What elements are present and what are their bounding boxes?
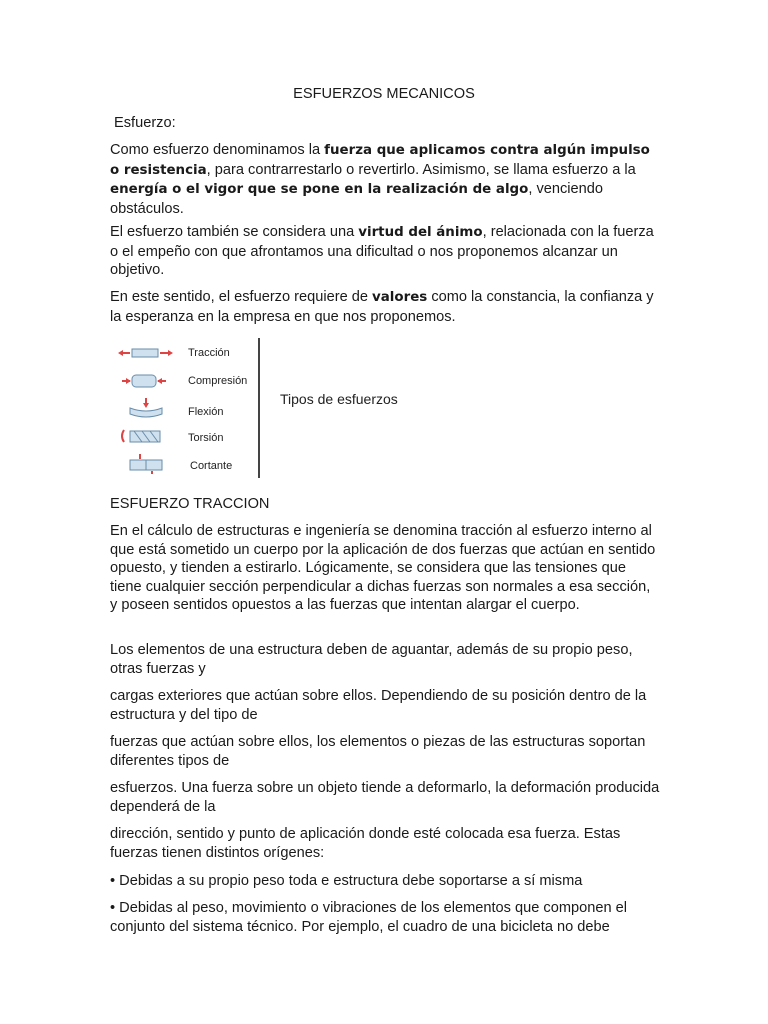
intro-paragraph-1 xyxy=(110,141,660,218)
text-run: En este sentido, el esfuerzo requiere de xyxy=(110,289,373,305)
bold-text: virtud del ánimo xyxy=(358,225,483,240)
figure-label-traccion: Tracción xyxy=(188,347,230,359)
traccion-paragraph-4: fuerzas que actúan sobre ellos, los elementos o piezas de las estructuras soportan diferentes tipos de xyxy=(110,734,646,769)
figure-label-torsion: Torsión xyxy=(188,432,224,444)
shear-diagram-icon xyxy=(116,454,176,474)
stress-types-figure xyxy=(110,336,410,484)
bullet-item-2: • Debidas al peso, movimiento o vibraciones de los elementos que componen el conjunto del sistema técnico. Por ejemplo, el cuadro de una bicicleta no debe xyxy=(110,900,627,935)
text-run: , relacionada con la fuerza o el empeño con que afrontamos una dificultad o nos proponemos alcanzar un objetivo. xyxy=(110,224,654,279)
flexion-diagram-icon xyxy=(116,398,176,418)
intro-paragraph-3 xyxy=(110,288,660,326)
figure-label-cortante: Cortante xyxy=(190,460,233,472)
text-run: como la constancia, la confianza y la esperanza en la empresa en que nos proponemos. xyxy=(110,289,654,325)
bullet-item-1: • Debidas a su propio peso toda e estructura debe soportarse a sí misma xyxy=(110,873,583,889)
traccion-paragraph-6: dirección, sentido y punto de aplicación donde esté colocada esa fuerza. Estas fuerzas tienen distintos orígenes: xyxy=(110,826,621,861)
subtitle: Esfuerzo: xyxy=(114,115,176,131)
text-run: El esfuerzo también se considera una xyxy=(110,224,359,240)
figure-label-compresion: Compresión xyxy=(188,375,248,387)
bold-text: energía o el vigor que se pone en la realización de algo xyxy=(110,182,529,198)
traccion-paragraph-5: esfuerzos. Una fuerza sobre un objeto tiende a deformarlo, la deformación producida dependerá de la xyxy=(110,780,660,815)
figure-title: Tipos de esfuerzos xyxy=(280,391,398,407)
traccion-paragraph-3: cargas exteriores que actúan sobre ellos. Dependiendo de su posición dentro de la estructura y del tipo de xyxy=(110,688,647,723)
traction-diagram-icon xyxy=(116,343,176,363)
figure-label-flexion: Flexión xyxy=(188,406,224,418)
traccion-paragraph-2: Los elementos de una estructura deben de aguantar, además de su propio peso, otras fuerzas y xyxy=(110,642,633,677)
bold-text: fuerza que aplicamos contra algún impulso o resistencia xyxy=(110,143,650,178)
torsion-diagram-icon xyxy=(116,426,176,446)
figure-divider xyxy=(258,338,260,478)
text-run: , para contrarrestarlo o revertirlo. Asimismo, se llama esfuerzo a la xyxy=(206,161,636,178)
intro-paragraph-2 xyxy=(110,223,660,280)
traccion-paragraph-1: En el cálculo de estructuras e ingeniería se denomina tracción al esfuerzo interno al que está sometido un cuerpo por la aplicación de dos fuerzas que actúan en sentido opuesto, y tienden a estirarlo. Lógicamente, se considera que las tensiones que tiene cualquier sección perpendicular a dichas fuerzas son normales a esa sección, y poseen sentidos opuestos a las fuerzas que intentan alargar el cuerpo. xyxy=(110,523,656,614)
page-title: ESFUERZOS MECANICOS xyxy=(293,86,475,102)
section-heading-traccion: ESFUERZO TRACCION xyxy=(110,496,270,512)
bold-text: valores xyxy=(372,290,428,305)
text-run: Como esfuerzo denominamos la xyxy=(110,142,325,158)
text-run: , venciendo obstáculos. xyxy=(110,181,603,217)
compression-diagram-icon xyxy=(116,371,176,391)
